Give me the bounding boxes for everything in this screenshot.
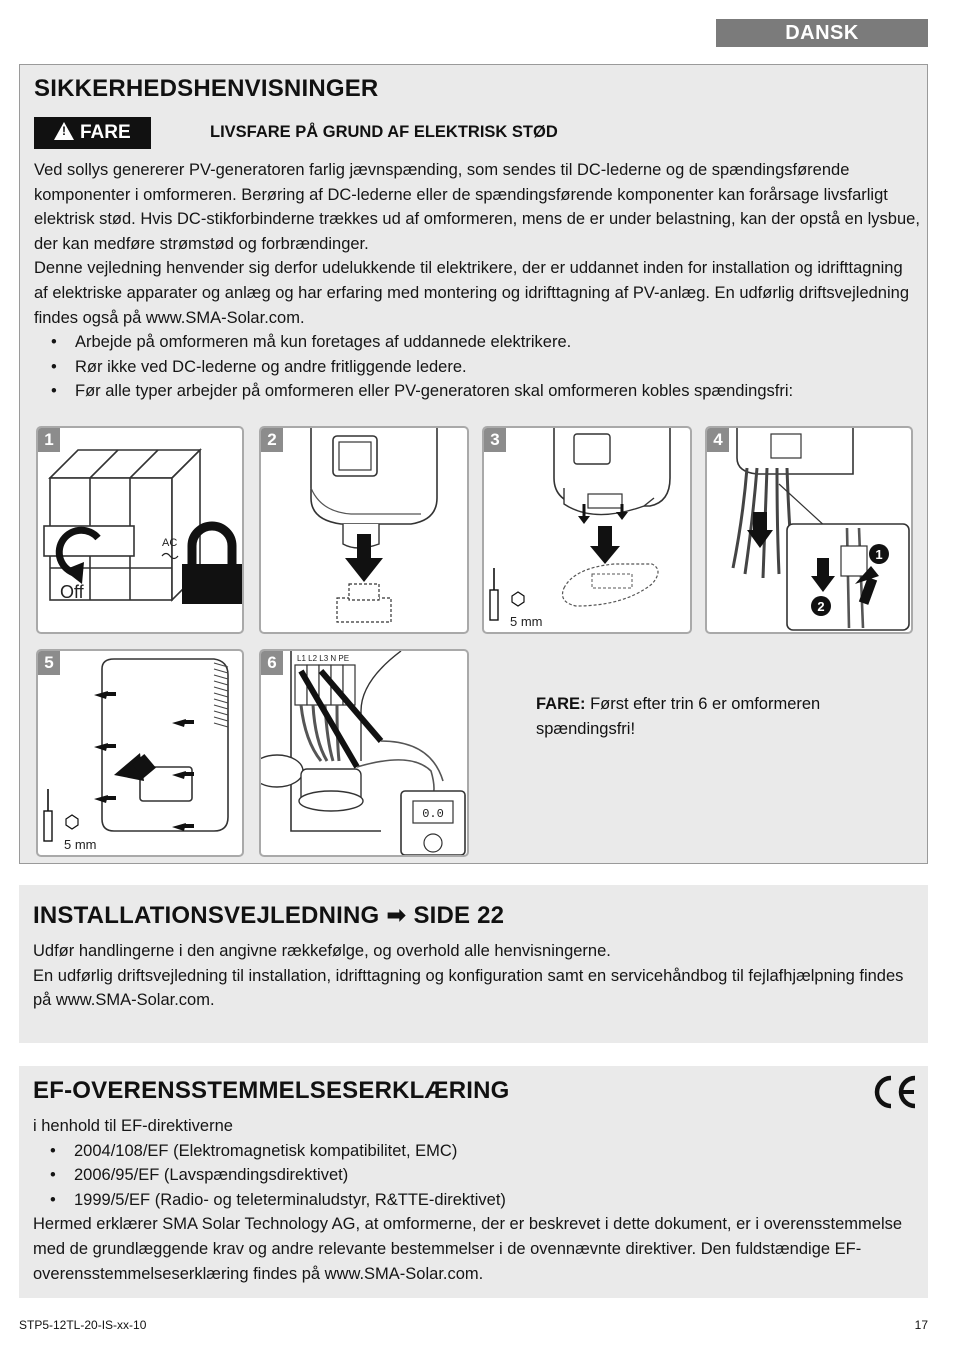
step-number: 2 bbox=[261, 428, 283, 452]
circuit-breaker-lock-illustration bbox=[38, 428, 244, 634]
step-number: 6 bbox=[261, 651, 283, 675]
safety-text bbox=[34, 158, 920, 404]
conformity-closing: Hermed erklærer SMA Solar Technology AG, at omformerne, der er beskrevet i dette dokument, er i overensstemmelse med de grundlæggende krav og andre relevante bestemmelser i de ovennævnte direktiver. Den fuldstændige EF-overensstemmelseserklæring findes på www.SMA-Solar.com. bbox=[33, 1215, 903, 1283]
list-item: • 2004/108/EF (Elektromagnetisk kompatibilitet, EMC) bbox=[33, 1139, 919, 1164]
arrow-right-icon: ➡ bbox=[386, 902, 407, 929]
danger-note-text: Først efter trin 6 er omformeren spændingsfri! bbox=[536, 695, 821, 738]
list-item: • Arbejde på omformeren må kun foretages af uddannede elektrikere. bbox=[34, 330, 920, 355]
step-number: 5 bbox=[38, 651, 60, 675]
terminal-labels: L1 L2 L3 N PE bbox=[297, 654, 350, 663]
warning-icon bbox=[54, 122, 74, 140]
step-2-panel bbox=[259, 426, 469, 634]
danger-badge-label: FARE bbox=[80, 122, 131, 143]
safety-paragraph-1: Ved sollys genererer PV-generatoren farlig jævnspænding, som sendes til DC-lederne og de spændingsførende komponenter i omformeren. Berøring af DC-lederne eller de spændingsførende komponenter kan forårsage livsfarligt elektrisk stød. Hvis DC-stikforbinderne trækkes ud af omformeren, mens de er under belastning, kan der opstå en lysbue, der kan medføre strømstød og forbrændinger. bbox=[34, 161, 920, 253]
danger-note bbox=[536, 692, 876, 742]
list-item: • Rør ikke ved DC-lederne og andre fritliggende ledere. bbox=[34, 355, 920, 380]
voltage-measurement-illustration bbox=[261, 651, 469, 857]
callout-1: 1 bbox=[875, 547, 883, 562]
installation-title-page: SIDE 22 bbox=[413, 902, 505, 929]
list-item: • Før alle typer arbejder på omformeren eller PV-generatoren skal omformeren kobles spændingsfri: bbox=[34, 379, 920, 404]
step-5-panel bbox=[36, 649, 244, 857]
safety-paragraph-2: Denne vejledning henvender sig derfor udelukkende til elektrikere, der er uddannet inden for installation og idrifttagning af elektriske apparater og anlæg og har erfaring med montering og idrifttagning af PV-anlæg. En udførlig driftsvejledning findes også på www.SMA-Solar.com. bbox=[34, 259, 909, 327]
off-label: Off bbox=[60, 582, 84, 602]
remove-lower-cover-illustration bbox=[38, 651, 244, 857]
installation-section bbox=[19, 885, 928, 1043]
danger-note-label: FARE: bbox=[536, 695, 586, 713]
step-1-panel bbox=[36, 426, 244, 634]
document-id: STP5-12TL-20-IS-xx-10 bbox=[19, 1318, 147, 1332]
page-number: 17 bbox=[914, 1318, 928, 1332]
ac-label: AC bbox=[162, 537, 178, 549]
safety-section bbox=[19, 64, 928, 864]
conformity-intro: i henhold til EF-direktiverne bbox=[33, 1117, 233, 1135]
step-6-panel bbox=[259, 649, 469, 857]
installation-title-main: INSTALLATIONSVEJLEDNING bbox=[33, 902, 380, 929]
multimeter-display: 0.0 bbox=[422, 807, 444, 821]
disconnect-dc-connectors-illustration bbox=[707, 428, 913, 634]
remove-cover-illustration bbox=[484, 428, 692, 634]
list-item: • 2006/95/EF (Lavspændingsdirektivet) bbox=[33, 1163, 919, 1188]
remove-dc-connector-illustration bbox=[261, 428, 469, 634]
step-number: 1 bbox=[38, 428, 60, 452]
installation-line-2: En udførlig driftsvejledning til installation, idrifttagning og konfiguration samt en servicehåndbog til fejlafhjælpning findes på www.SMA-Solar.com. bbox=[33, 966, 904, 1010]
step-4-panel bbox=[705, 426, 913, 634]
directives-list bbox=[33, 1139, 919, 1213]
tool-size-label: 5 mm bbox=[510, 614, 543, 629]
danger-title: LIVSFARE PÅ GRUND AF ELEKTRISK STØD bbox=[210, 123, 558, 141]
step-number: 4 bbox=[707, 428, 729, 452]
installation-title bbox=[33, 901, 504, 930]
list-item: • 1999/5/EF (Radio- og teleterminaludstyr, R&TTE-direktivet) bbox=[33, 1188, 919, 1213]
tool-size-label: 5 mm bbox=[64, 837, 97, 852]
conformity-title: EF-OVERENSSTEMMELSESERKLÆRING bbox=[33, 1077, 510, 1104]
step-number: 3 bbox=[484, 428, 506, 452]
callout-2: 2 bbox=[817, 599, 825, 614]
conformity-section bbox=[19, 1066, 928, 1298]
installation-text bbox=[33, 939, 919, 1013]
conformity-text bbox=[33, 1114, 919, 1286]
safety-title: SIKKERHEDSHENVISNINGER bbox=[34, 75, 379, 102]
safety-bullet-list bbox=[34, 330, 920, 404]
language-tab: DANSK bbox=[716, 19, 928, 47]
danger-badge bbox=[34, 117, 151, 149]
ce-mark-icon bbox=[869, 1074, 921, 1110]
installation-line-1: Udfør handlingerne i den angivne rækkefølge, og overhold alle henvisningerne. bbox=[33, 942, 611, 960]
step-3-panel bbox=[482, 426, 692, 634]
